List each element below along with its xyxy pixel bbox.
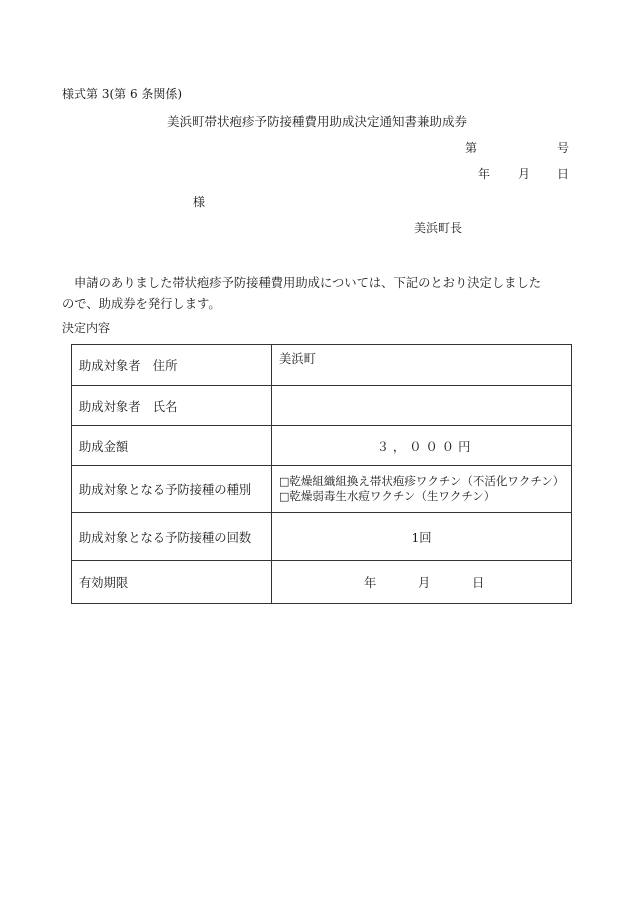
issuer-name: 美浜町長 — [414, 221, 463, 235]
issue-date-month: 月 — [518, 167, 531, 181]
vaccine-option-live-label: 乾燥弱毒生水痘ワクチン（生ワクチン） — [289, 489, 496, 503]
table-row-expiry — [72, 561, 572, 604]
expiry-value — [272, 561, 572, 604]
vaccine-option-recombinant-label: 乾燥組織組換え帯状疱疹ワクチン（不活化ワクチン） — [289, 474, 565, 488]
expiry-label: 有効期限 — [72, 561, 272, 604]
issue-date-day: 日 — [557, 167, 570, 181]
document-title: 美浜町帯状疱疹予防接種費用助成決定通知書兼助成券 — [166, 114, 467, 129]
table-row-name — [72, 386, 572, 426]
table-row-count — [72, 513, 572, 561]
checkbox-icon[interactable]: □ — [279, 490, 290, 503]
expiry-day: 日 — [472, 576, 485, 590]
decision-details-table — [71, 344, 572, 604]
body-paragraph — [62, 273, 572, 315]
address-label: 助成対象者 住所 — [72, 345, 272, 386]
name-value — [272, 386, 572, 426]
table-row-amount — [72, 426, 572, 466]
body-line-2: ので、助成券を発行します。 — [62, 297, 221, 311]
vaccine-option-live[interactable] — [279, 489, 571, 504]
vaccine-type-label: 助成対象となる予防接種の種別 — [72, 466, 272, 513]
form-number-label: 様式第 3(第 6 条関係) — [62, 87, 183, 101]
section-heading: 決定内容 — [62, 321, 111, 335]
document-number-suffix: 号 — [557, 141, 570, 155]
body-line-1: 申請のありました帯状疱疹予防接種費用助成については、下記のとおり決定しました — [74, 276, 542, 290]
expiry-year: 年 — [364, 576, 377, 590]
count-label: 助成対象となる予防接種の回数 — [72, 513, 272, 561]
checkbox-icon[interactable]: □ — [279, 475, 290, 488]
expiry-month: 月 — [418, 576, 431, 590]
name-label: 助成対象者 氏名 — [72, 386, 272, 426]
count-value: 1回 — [272, 513, 572, 561]
table-row-vaccine-type — [72, 466, 572, 513]
issue-date-year: 年 — [478, 167, 491, 181]
document-number-prefix: 第 — [465, 141, 478, 155]
table-row-address — [72, 345, 572, 386]
recipient-honorific: 様 — [193, 195, 206, 209]
amount-value: ３，０００円 — [272, 426, 572, 466]
vaccine-type-options — [272, 466, 572, 513]
amount-label: 助成金額 — [72, 426, 272, 466]
address-value: 美浜町 — [272, 345, 572, 386]
vaccine-option-recombinant[interactable] — [279, 474, 571, 489]
